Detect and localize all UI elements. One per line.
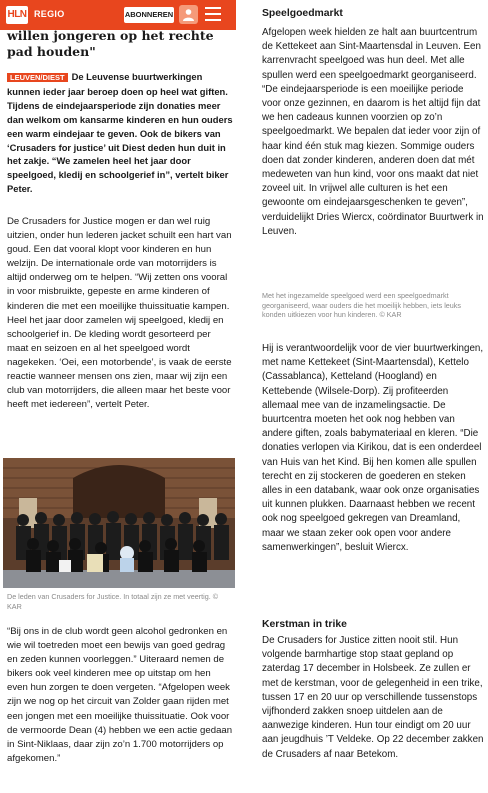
user-icon: [182, 8, 195, 21]
paragraph-3: Afgelopen week hielden ze halt aan buurtcentrum de Kettekeet aan Sint-Maartensdal in Leuven. Een karrenvracht speelgoed was hun deel. Met alle spullen werd een speelgoedmarkt georganiseerd. “De eindejaarsperiode is een moeilijke periode voor onze gezinnen, en daarom is het altijd fijn dat we hen cadeaus kunnen voorzien op zo’n speelgoedmarkt. We bepalen dat ieder voor zijn of haar kind één stuk mag kiezen. Sommige ouders doen dat zonder kinderen, anderen doen dat mét medeweten van hun kind, voor ons maakt dat niet zoveel uit. In vrijwel alle culturen is het een gewoonte om eindejaarsgeschenken te geven”, verduidelijkt Dries Wiercx, coördinator Buurtwerk in Leuven.: [262, 27, 484, 237]
hamburger-menu-icon[interactable]: [205, 7, 221, 22]
subscribe-button[interactable]: ABONNEREN: [124, 7, 174, 23]
group-photo[interactable]: [3, 458, 235, 588]
left-column: [0, 0, 236, 793]
article-title: willen jongeren op het rechte pad houden": [7, 28, 214, 59]
site-header: [0, 0, 236, 30]
location-tag[interactable]: LEUVEN/DIEST: [7, 73, 68, 82]
paragraph-4: Hij is verantwoordelijk voor de vier buurtwerkingen, met name Kettekeet (Sint-Maartensdal), Kettelo (Cassablanca), Ketteland (Hoogland) en Kettebende (Wilsele-Dorp). Zij profiteerden allemaal mee van de inzamelingsactie. De buurtcentra moeten het ook nog hebben van andere giften, zoals babymateriaal en kleren. “Die donaties verlopen via Kirikou, dat is een onderdeel van Huis van het Kind. Bij hen komen alle spullen terecht en zij stockeren de goederen en steken alles in een databank, waar ook onze organisaties uit kunnen plukken. Daarnaast hebben we recent ook nog speelgoed gekregen van Dreamland, maar we staan zeker ook open voor andere samenwerkingen”, besluit Wiercx.: [262, 343, 484, 553]
article-lede: [7, 70, 233, 196]
lede-text: De Leuvense buurtwerkingen kunnen ieder jaar beroep doen op heel wat giften. Tijdens de eindejaarsperiode zijn donaties meer dan welkom om kansarme kinderen en hun ouders een warm eindejaar te geven. Ook de bikers van ‘Crusaders for justice’ uit Diest deden hun duit in het zakje. “We zamelen heel het jaar door speelgoed, kledij en schoolgerief in”, vertelt biker Peter.: [7, 71, 233, 195]
paragraph-1: De Crusaders for Justice mogen er dan wel ruig uitzien, onder hun lederen jacket schuilt een hart van goud. Een dat vooral klopt voor kinderen en hun welzijn. De internationale orde van motorrijders is altijd onderweg om te helpen. “Wij zetten ons vooral in voor misbruikte, gepeste en arme kinderen of kinderen die met een moeilijke thuissituatie kampen. Heel het jaar door zamelen wij speelgoed, kledij en schoolgerief in. De kleding wordt gesorteerd per maat en seizoen en al het speelgoed wordt nagekeken. ‘Oei, een motorbende’, is vaak de eerste reactie wanneer mensen ons zien, maar wij zijn een club van motorrijders, die alleen maar het beste voor heeft met iedereen”, vertelt Peter.: [7, 216, 232, 411]
hln-logo[interactable]: HLN: [6, 6, 28, 24]
paragraph-5: De Crusaders for Justice zitten nooit stil. Hun volgende barmhartige stop staat gepland op zaterdag 17 december in Holsbeek. Ze zullen er met de kerstman, voor de gelegenheid in een trike, tussen 17 en 20 uur op verschillende tussenstops vijfhonderd zakken snoep uitdelen aan de aanwezige kinderen. Hun tour eindigt om 20 uur aan jeugdhuis ’T Veldeke. Op 22 december zakken de Crusaders af naar Betekom.: [262, 635, 484, 760]
right-column: [253, 0, 485, 793]
photo-caption: De leden van Crusaders for Justice. In totaal zijn ze met veertig. © KAR: [7, 592, 219, 611]
subheading-kerstman: Kerstman in trike: [262, 619, 347, 630]
subheading-speelgoedmarkt: Speelgoedmarkt: [262, 8, 343, 19]
profile-button[interactable]: [179, 5, 198, 24]
section-label[interactable]: REGIO: [34, 9, 65, 19]
paragraph-2: “Bij ons in de club wordt geen alcohol gedronken en wie wil toetreden moet een bewijs van goed gedrag en zeden kunnen voorleggen.” Uiteraard nemen de bikers ook veel kinderen mee op uitstap om hen even hun zorgen te doen vergeten. “Afgelopen week zijn we nog op het circuit van Zolder gaan rijden met een jongen met een moeilijke thuissituatie. Ook voor de vermoorde Dean (4) hebben we een actie gedaan in Sint-Niklaas, daar zijn zo’n 1.700 motorrijders op afgekomen.”: [7, 626, 233, 764]
photo-caption-2: Met het ingezamelde speelgoed werd een speelgoedmarkt georganiseerd, waar ouders die het moeilijk hebben, iets leuks konden uitkiezen voor hun kinderen. © KAR: [262, 291, 461, 319]
group-photo-illustration: [3, 458, 235, 588]
